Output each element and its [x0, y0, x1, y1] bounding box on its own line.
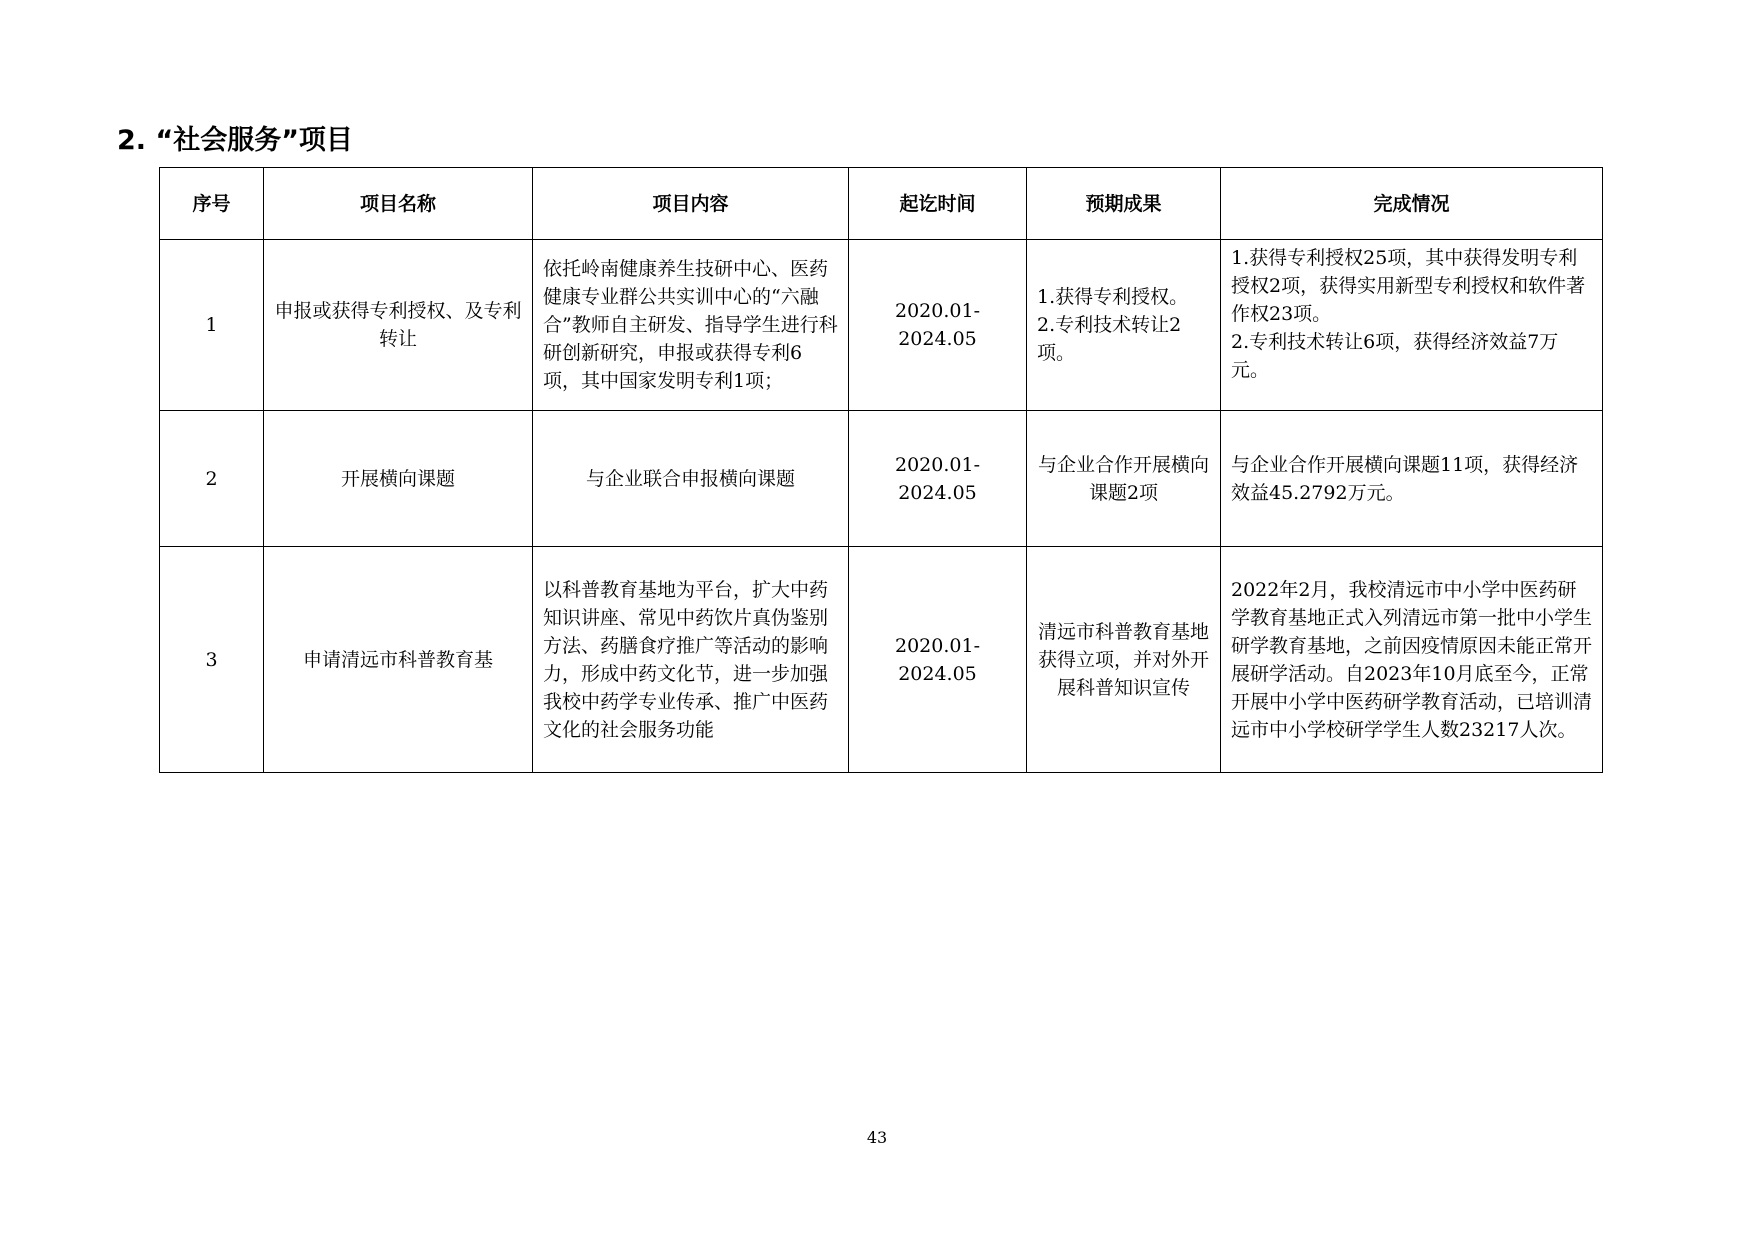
- cell-serial: 2: [160, 411, 264, 547]
- cell-serial: 3: [160, 547, 264, 773]
- expected-line: 与企业合作开展横向课题2项: [1037, 453, 1209, 504]
- page-number: 43: [866, 1128, 888, 1147]
- cell-expected-results: [1027, 240, 1221, 411]
- cell-expected-results: [1027, 547, 1221, 773]
- cell-completion: [1221, 240, 1603, 411]
- cell-period: 2020.01-2024.05: [849, 547, 1027, 773]
- cell-completion: [1221, 411, 1603, 547]
- table-row: [160, 547, 1603, 773]
- social-service-table: [159, 167, 1603, 773]
- cell-period: 2020.01-2024.05: [849, 240, 1027, 411]
- cell-project-content: 与企业联合申报横向课题: [533, 411, 849, 547]
- section-title: 2. “社会服务”项目: [117, 125, 353, 156]
- cell-expected-results: [1027, 411, 1221, 547]
- table-header-row: [160, 168, 1603, 240]
- cell-period: 2020.01-2024.05: [849, 411, 1027, 547]
- cell-project-name: 申报或获得专利授权、及专利转让: [264, 240, 533, 411]
- cell-serial: 1: [160, 240, 264, 411]
- cell-project-name: 申请清远市科普教育基: [264, 547, 533, 773]
- header-period: 起讫时间: [849, 168, 1027, 240]
- cell-project-name: 开展横向课题: [264, 411, 533, 547]
- completion-line: 1.获得专利授权25项，其中获得发明专利授权2项，获得实用新型专利授权和软件著作权23项。: [1231, 247, 1586, 325]
- expected-line: 1.获得专利授权。: [1037, 286, 1189, 308]
- completion-line: 2022年2月，我校清远市中小学中医药研学教育基地正式入列清远市第一批中小学生研学教育基地，之前因疫情原因未能正常开展研学活动。自2023年10月底至今，正常开展中小学中医药研学教育活动，已培训清远市中小学校研学学生人数23217人次。: [1231, 578, 1593, 741]
- header-serial: 序号: [160, 168, 264, 240]
- expected-line: 2.专利技术转让2项。: [1037, 314, 1182, 364]
- header-expected-results: 预期成果: [1027, 168, 1221, 240]
- header-project-content: 项目内容: [533, 168, 849, 240]
- completion-line: 2.专利技术转让6项，获得经济效益7万元。: [1231, 331, 1559, 381]
- table-row: [160, 240, 1603, 411]
- cell-completion: [1221, 547, 1603, 773]
- cell-project-content: 依托岭南健康养生技研中心、医药健康专业群公共实训中心的“六融合”教师自主研发、指导学生进行科研创新研究，申报或获得专利6项，其中国家发明专利1项；: [533, 240, 849, 411]
- header-project-name: 项目名称: [264, 168, 533, 240]
- cell-project-content: 以科普教育基地为平台，扩大中药知识讲座、常见中药饮片真伪鉴别方法、药膳食疗推广等活动的影响力，形成中药文化节，进一步加强我校中药学专业传承、推广中医药文化的社会服务功能: [533, 547, 849, 773]
- completion-line: 与企业合作开展横向课题11项，获得经济效益45.2792万元。: [1231, 453, 1579, 504]
- expected-line: 清远市科普教育基地获得立项，并对外开展科普知识宣传: [1037, 620, 1209, 699]
- header-completion: 完成情况: [1221, 168, 1603, 240]
- table-row: [160, 411, 1603, 547]
